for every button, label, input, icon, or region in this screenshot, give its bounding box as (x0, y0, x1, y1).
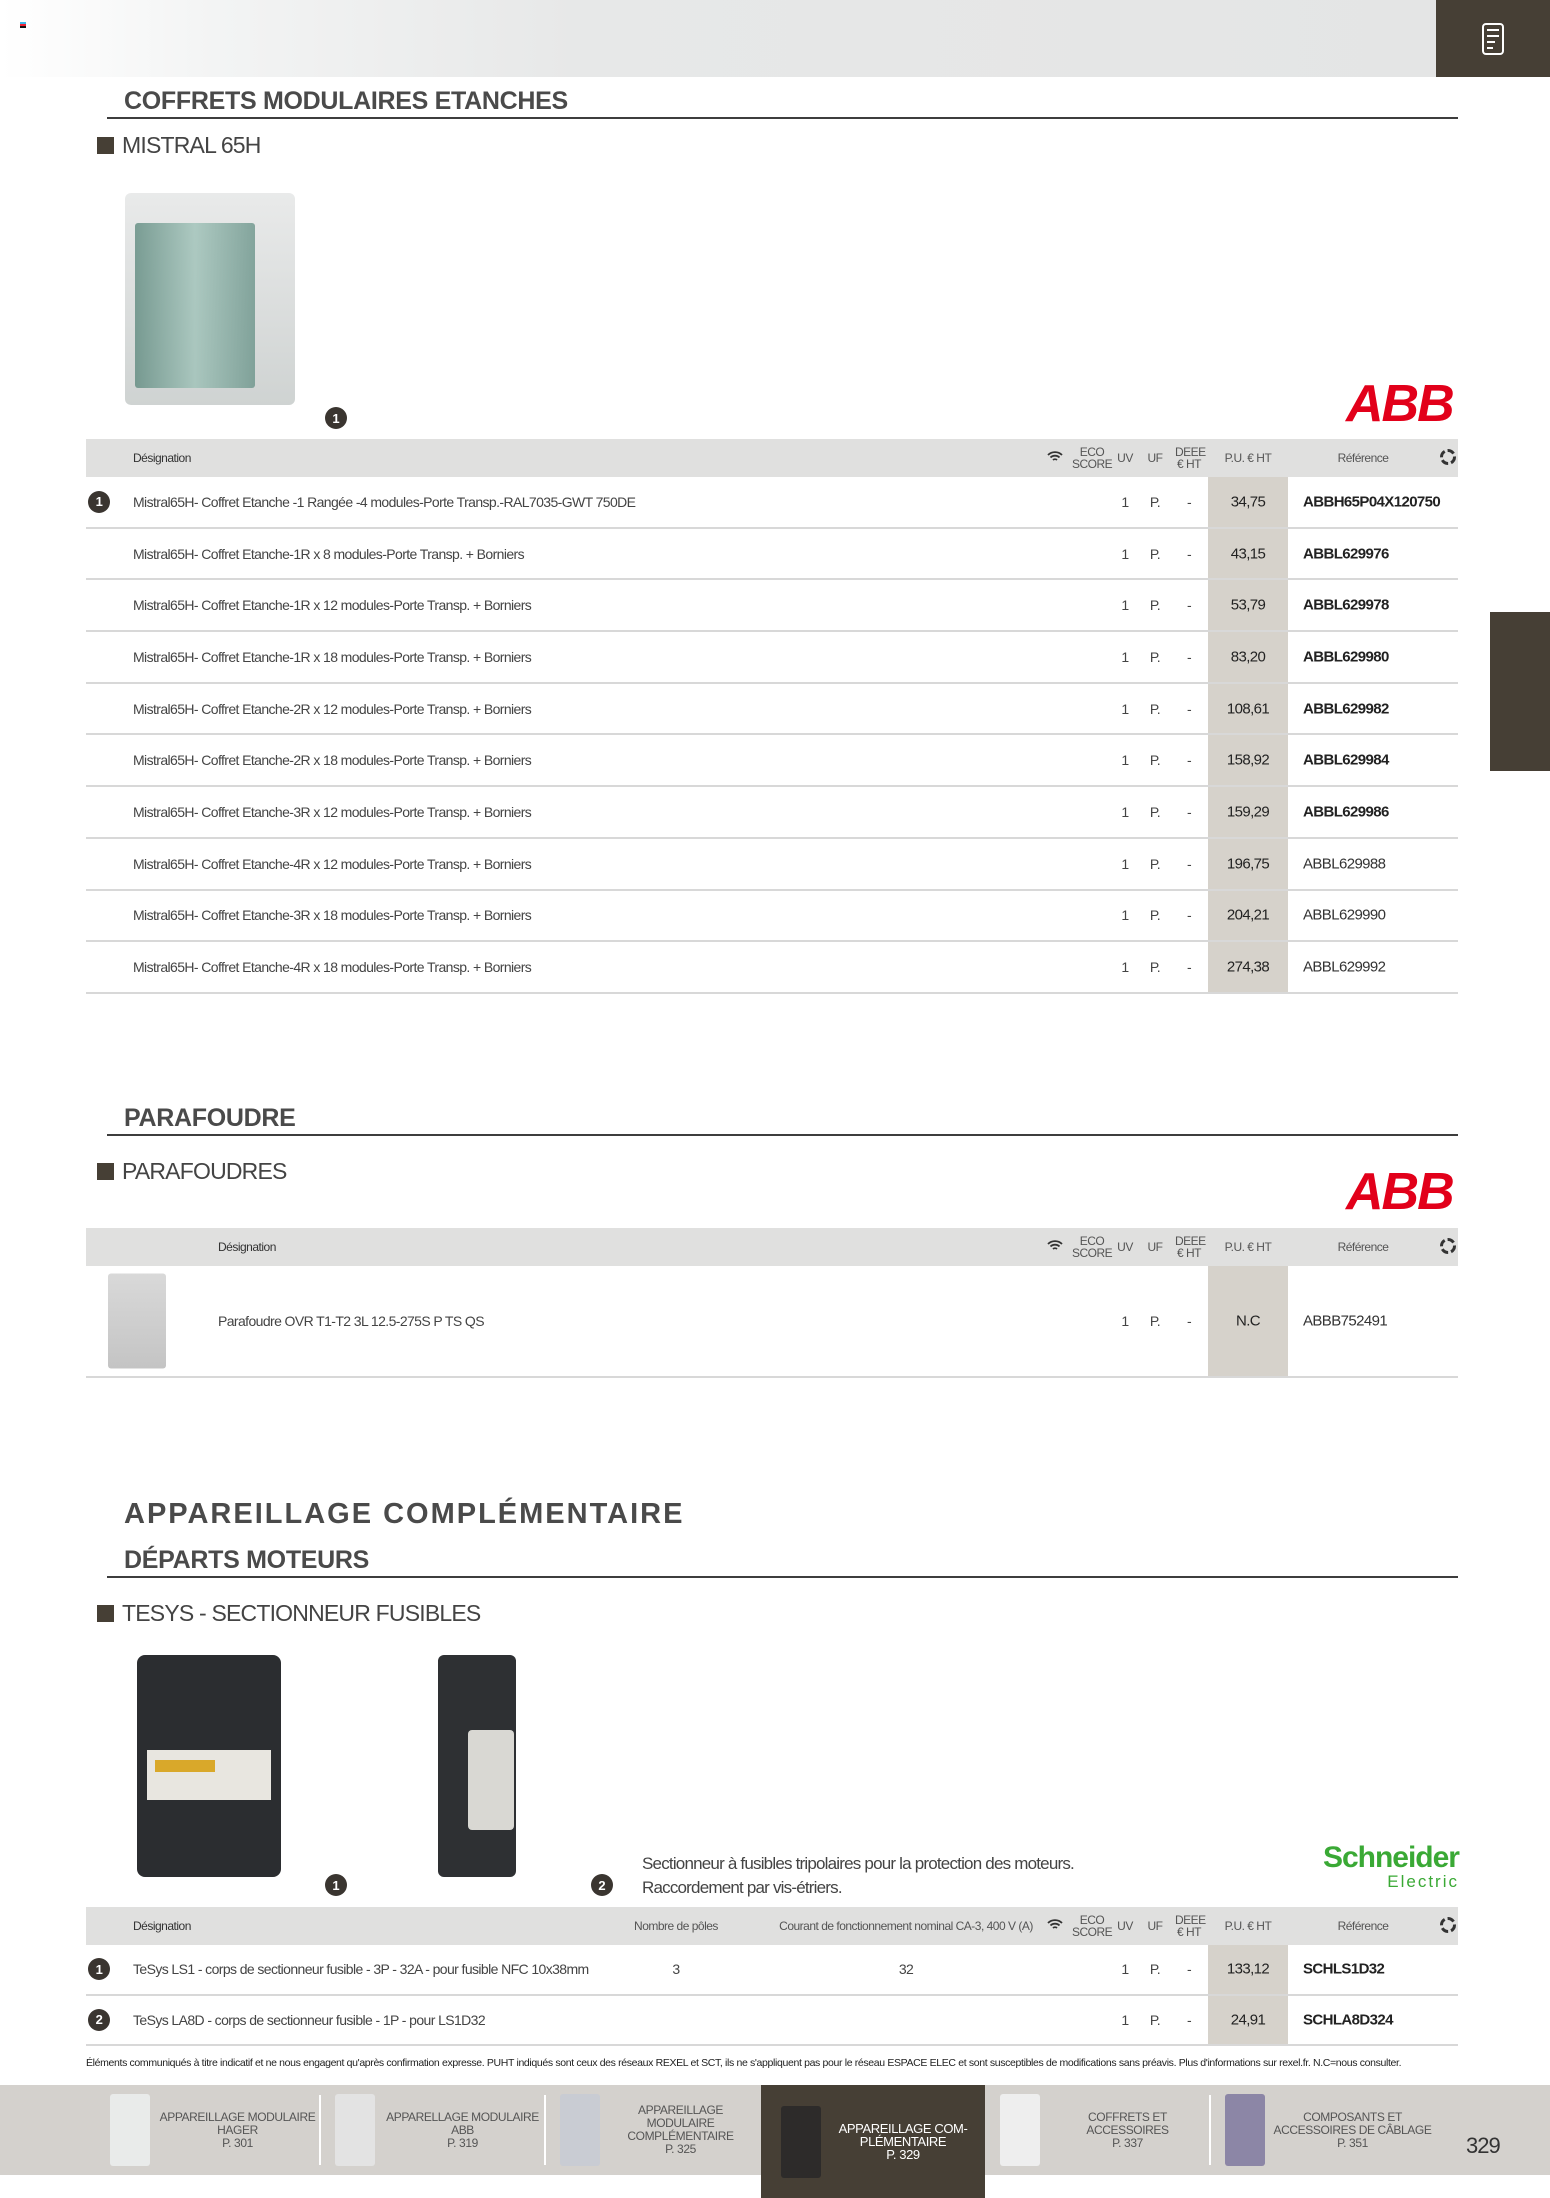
subsection-label: MISTRAL 65H (122, 132, 261, 158)
uv-cell: 1 (1121, 855, 1129, 872)
price-cell: N.C (1235, 1312, 1261, 1330)
uv-cell: 1 (1121, 1961, 1129, 1978)
nav-label (1040, 2111, 1215, 2150)
nav-label-text: APPARELLAGE MODULAIRE ABB (386, 2109, 539, 2137)
nav-page: P. 329 (886, 2147, 920, 2162)
price-cell: 53,79 (1230, 596, 1266, 614)
uv-cell: 1 (1121, 648, 1129, 665)
subsection-title (97, 132, 261, 159)
deee-cell: - (1186, 1961, 1192, 1978)
deee-cell: - (1186, 2011, 1192, 2028)
deee-cell: - (1186, 907, 1192, 924)
reference-cell: ABBL629980 (1303, 648, 1389, 666)
table-header (86, 1228, 1458, 1266)
abb-logo: ABB (1346, 1163, 1453, 1221)
reference-cell: ABBL629988 (1303, 855, 1386, 873)
nav-item[interactable] (550, 2085, 761, 2175)
price-cell: 204,21 (1226, 906, 1270, 924)
wifi-icon (1047, 1240, 1063, 1254)
nav-item[interactable] (325, 2085, 550, 2175)
table-header (86, 439, 1458, 477)
header-uf: UF (1147, 1240, 1163, 1254)
reference-cell: ABBH65P04X120750 (1303, 493, 1441, 511)
nav-label (1265, 2111, 1440, 2150)
uv-cell: 1 (1121, 493, 1129, 510)
uf-cell: P. (1149, 752, 1161, 769)
table-row[interactable] (86, 684, 1458, 736)
nav-thumbnail (1000, 2094, 1040, 2166)
price-cell: 108,61 (1226, 700, 1270, 718)
deee-cell: - (1186, 752, 1192, 769)
designation-cell: TeSys LA8D - corps de sectionneur fusible - 1P - pour LS1D32 (133, 2011, 486, 2028)
product-description (642, 1852, 1074, 1900)
uf-cell: P. (1149, 597, 1161, 614)
uv-cell: 1 (1121, 907, 1129, 924)
designation-cell: Mistral65H- Coffret Etanche-1R x 18 modules-Porte Transp. + Borniers (133, 648, 532, 665)
nav-label (600, 2104, 761, 2156)
nav-thumbnail (781, 2106, 821, 2178)
designation-cell: Parafoudre OVR T1-T2 3L 12.5-275S P TS QS (218, 1313, 484, 1329)
deee-cell: - (1186, 1313, 1192, 1329)
header-eco-score: ECO SCORE (1072, 445, 1113, 471)
nav-page: P. 337 (1112, 2135, 1143, 2150)
courant-cell: 32 (898, 1961, 914, 1978)
section-title: PARAFOUDRE (124, 1104, 296, 1132)
subsection-title (97, 1600, 480, 1627)
designation-cell: Mistral65H- Coffret Etanche-2R x 18 modules-Porte Transp. + Borniers (133, 752, 532, 769)
price-cell: 274,38 (1226, 958, 1270, 976)
deee-cell: - (1186, 959, 1192, 976)
uv-cell: 1 (1121, 752, 1129, 769)
header-eco-score: ECO SCORE (1072, 1234, 1113, 1260)
image-badge: 2 (591, 1874, 613, 1896)
uv-cell: 1 (1121, 2011, 1129, 2028)
nav-label (150, 2111, 325, 2150)
header-tab[interactable] (1436, 0, 1550, 77)
nav-page: P. 325 (665, 2142, 696, 2156)
description-line: Raccordement par vis-étriers. (642, 1878, 842, 1897)
reference-cell: ABBL629990 (1303, 906, 1386, 924)
reference-cell: ABBL629986 (1303, 803, 1389, 821)
reference-cell: ABBL629984 (1303, 751, 1389, 769)
nav-label-text: APPAREILLAGE MODULAIRE HAGER (159, 2109, 316, 2137)
poles-cell: 3 (672, 1961, 680, 1978)
reference-cell: ABBB752491 (1303, 1312, 1388, 1330)
page-number: 329 (1466, 2133, 1500, 2158)
designation-cell: Mistral65H- Coffret Etanche-4R x 12 modules-Porte Transp. + Borniers (133, 855, 532, 872)
calculator-icon (1481, 22, 1505, 56)
wifi-icon (1047, 451, 1063, 465)
price-cell: 43,15 (1230, 545, 1266, 563)
price-cell: 196,75 (1226, 855, 1270, 873)
uf-cell: P. (1149, 1313, 1161, 1329)
table-row[interactable] (86, 529, 1458, 581)
price-cell: 133,12 (1226, 1960, 1270, 1978)
print-marks (20, 22, 26, 28)
table-row[interactable] (86, 891, 1458, 943)
row-badge: 1 (88, 1958, 110, 1980)
header-uv: UV (1117, 451, 1133, 465)
nav-item[interactable] (990, 2085, 1215, 2175)
nav-label-text: COMPOSANTS ET ACCESSOIRES DE CÂBLAGE (1273, 2109, 1432, 2137)
uf-cell: P. (1149, 907, 1161, 924)
uv-cell: 1 (1121, 803, 1129, 820)
header-pu: P.U. € HT (1224, 451, 1272, 465)
schneider-logo-subtext: Electric (1387, 1872, 1459, 1891)
reference-cell: ABBL629992 (1303, 958, 1386, 976)
uv-cell: 1 (1121, 959, 1129, 976)
designation-cell: Mistral65H- Coffret Etanche-3R x 18 modules-Porte Transp. + Borniers (133, 907, 532, 924)
header-pu: P.U. € HT (1224, 1240, 1272, 1254)
reference-cell: SCHLS1D32 (1303, 1960, 1385, 1978)
deee-cell: - (1186, 545, 1192, 562)
table-row[interactable] (86, 580, 1458, 632)
recycle-icon (1438, 1238, 1458, 1256)
deee-cell: - (1186, 700, 1192, 717)
uf-cell: P. (1149, 648, 1161, 665)
table-row[interactable] (86, 1945, 1458, 1996)
nav-page: P. 319 (447, 2135, 478, 2150)
product-table-parafoudre (86, 1228, 1458, 1378)
section-title: APPAREILLAGE COMPLÉMENTAIRE (124, 1498, 685, 1530)
header-uv: UV (1117, 1240, 1133, 1254)
reference-cell: ABBL629982 (1303, 700, 1389, 718)
nav-item[interactable] (761, 2085, 985, 2198)
nav-page: P. 301 (222, 2135, 253, 2150)
header-deee: DEEE € HT (1175, 1913, 1206, 1939)
schneider-logo (1309, 1843, 1459, 1890)
deee-cell: - (1186, 493, 1192, 510)
subsection-title (97, 1158, 287, 1185)
uv-cell: 1 (1121, 1313, 1129, 1329)
uf-cell: P. (1149, 803, 1161, 820)
nav-item[interactable] (100, 2085, 325, 2175)
recycle-icon (1438, 1917, 1458, 1935)
uf-cell: P. (1149, 2011, 1161, 2028)
table-row[interactable] (86, 839, 1458, 891)
table-row[interactable] (86, 735, 1458, 787)
header-designation: Désignation (218, 1240, 276, 1254)
table-row[interactable] (86, 477, 1458, 529)
uf-cell: P. (1149, 959, 1161, 976)
header-pu: P.U. € HT (1224, 1919, 1272, 1933)
product-image-ls1 (137, 1655, 281, 1877)
subsection-label: PARAFOUDRES (122, 1158, 287, 1184)
nav-page: P. 351 (1337, 2135, 1368, 2150)
section-title: COFFRETS MODULAIRES ETANCHES (124, 87, 568, 115)
recycle-icon (1438, 449, 1458, 467)
header-banner (0, 0, 1436, 77)
uf-cell: P. (1149, 545, 1161, 562)
nav-separator (319, 2095, 321, 2165)
designation-cell: Mistral65H- Coffret Etanche-3R x 12 modules-Porte Transp. + Borniers (133, 803, 532, 820)
nav-thumbnail (335, 2094, 375, 2166)
header-reference: Référence (1337, 1919, 1389, 1933)
footnote: Éléments communiqués à titre indicatif et ne nous engagent qu'après confirmation expresse. PUHT indiqués sont ceux des réseaux REXEL et SCT, ils ne s'appliquent pas pour le réseau ESPACE ELEC et sont susceptibles de modifications sans préavis. Plus d'informations sur rexel.fr. N.C=nous consulter. (86, 2057, 1402, 2069)
nav-label-text: APPAREILLAGE COM-PLÉMENTAIRE (838, 2121, 968, 2149)
description-line: Sectionneur à fusibles tripolaires pour la protection des moteurs. (642, 1854, 1074, 1873)
header-reference: Référence (1337, 1240, 1389, 1254)
header-reference: Référence (1337, 451, 1389, 465)
reference-cell: ABBL629978 (1303, 596, 1389, 614)
subsection-label: TESYS - SECTIONNEUR FUSIBLES (122, 1600, 481, 1626)
price-cell: 34,75 (1230, 493, 1266, 511)
nav-label (375, 2111, 550, 2150)
uv-cell: 1 (1121, 597, 1129, 614)
abb-logo: ABB (1346, 375, 1453, 433)
deee-cell: - (1186, 803, 1192, 820)
header-nb-poles: Nombre de pôles (634, 1919, 718, 1933)
table-row[interactable] (86, 1266, 1458, 1378)
nav-label (821, 2122, 985, 2161)
header-designation: Désignation (133, 451, 191, 465)
product-image-mistral (125, 193, 295, 405)
uf-cell: P. (1149, 700, 1161, 717)
header-uf: UF (1147, 1919, 1163, 1933)
designation-cell: Mistral65H- Coffret Etanche -1 Rangée -4 modules-Porte Transp.-RAL7035-GWT 750DE (133, 493, 636, 510)
nav-separator (1209, 2095, 1211, 2165)
reference-cell: ABBL629976 (1303, 545, 1389, 563)
nav-thumbnail (560, 2094, 600, 2166)
header-uv: UV (1117, 1919, 1133, 1933)
header-deee: DEEE € HT (1175, 445, 1206, 471)
header-designation: Désignation (133, 1919, 191, 1933)
header-eco-score: ECO SCORE (1072, 1913, 1113, 1939)
nav-thumbnail (1225, 2094, 1265, 2166)
nav-separator (544, 2095, 546, 2165)
deee-cell: - (1186, 648, 1192, 665)
divider (107, 1576, 1458, 1578)
nav-item[interactable] (1215, 2085, 1440, 2175)
price-cell: 24,91 (1230, 2011, 1266, 2029)
product-table-tesys (86, 1907, 1458, 2046)
designation-cell: Mistral65H- Coffret Etanche-1R x 8 modules-Porte Transp. + Borniers (133, 545, 524, 562)
wifi-icon (1047, 1919, 1063, 1933)
header-deee: DEEE € HT (1175, 1234, 1206, 1260)
schneider-logo-text: Schneider (1322, 1841, 1459, 1874)
header-uf: UF (1147, 451, 1163, 465)
uv-cell: 1 (1121, 700, 1129, 717)
table-header (86, 1907, 1458, 1945)
nav-thumbnail (110, 2094, 150, 2166)
price-cell: 83,20 (1230, 648, 1266, 666)
uv-cell: 1 (1121, 545, 1129, 562)
reference-cell: SCHLA8D324 (1303, 2011, 1393, 2029)
nav-label-text: COFFRETS ET ACCESSOIRES (1086, 2109, 1169, 2137)
designation-cell: Mistral65H- Coffret Etanche-1R x 12 modules-Porte Transp. + Borniers (133, 597, 532, 614)
designation-cell: TeSys LS1 - corps de sectionneur fusible - 3P - 32A - pour fusible NFC 10x38mm (133, 1961, 589, 1978)
designation-cell: Mistral65H- Coffret Etanche-2R x 12 modules-Porte Transp. + Borniers (133, 700, 532, 717)
table-row[interactable] (86, 632, 1458, 684)
price-cell: 159,29 (1226, 803, 1270, 821)
product-table-mistral (86, 439, 1458, 994)
product-image-la8d (438, 1655, 516, 1877)
uf-cell: P. (1149, 855, 1161, 872)
section-heading: DÉPARTS MOTEURS (124, 1546, 370, 1574)
divider (107, 1134, 1458, 1136)
table-row[interactable] (86, 942, 1458, 994)
header-courant: Courant de fonctionnement nominal CA-3, 400 V (A) (779, 1919, 1033, 1933)
divider (107, 117, 1458, 119)
nav-label-text: APPAREILLAGE MODULAIRE COMPLÉMENTAIRE (627, 2103, 734, 2143)
deee-cell: - (1186, 597, 1192, 614)
product-thumbnail (108, 1274, 166, 1369)
row-badge: 1 (88, 491, 110, 513)
table-row[interactable] (86, 1996, 1458, 2047)
price-cell: 158,92 (1226, 751, 1270, 769)
table-row[interactable] (86, 787, 1458, 839)
image-badge: 1 (325, 407, 347, 429)
chapter-side-tab[interactable] (1490, 612, 1550, 771)
uf-cell: P. (1149, 493, 1161, 510)
image-badge: 1 (325, 1874, 347, 1896)
designation-cell: Mistral65H- Coffret Etanche-4R x 18 modules-Porte Transp. + Borniers (133, 959, 532, 976)
uf-cell: P. (1149, 1961, 1161, 1978)
deee-cell: - (1186, 855, 1192, 872)
row-badge: 2 (88, 2009, 110, 2031)
